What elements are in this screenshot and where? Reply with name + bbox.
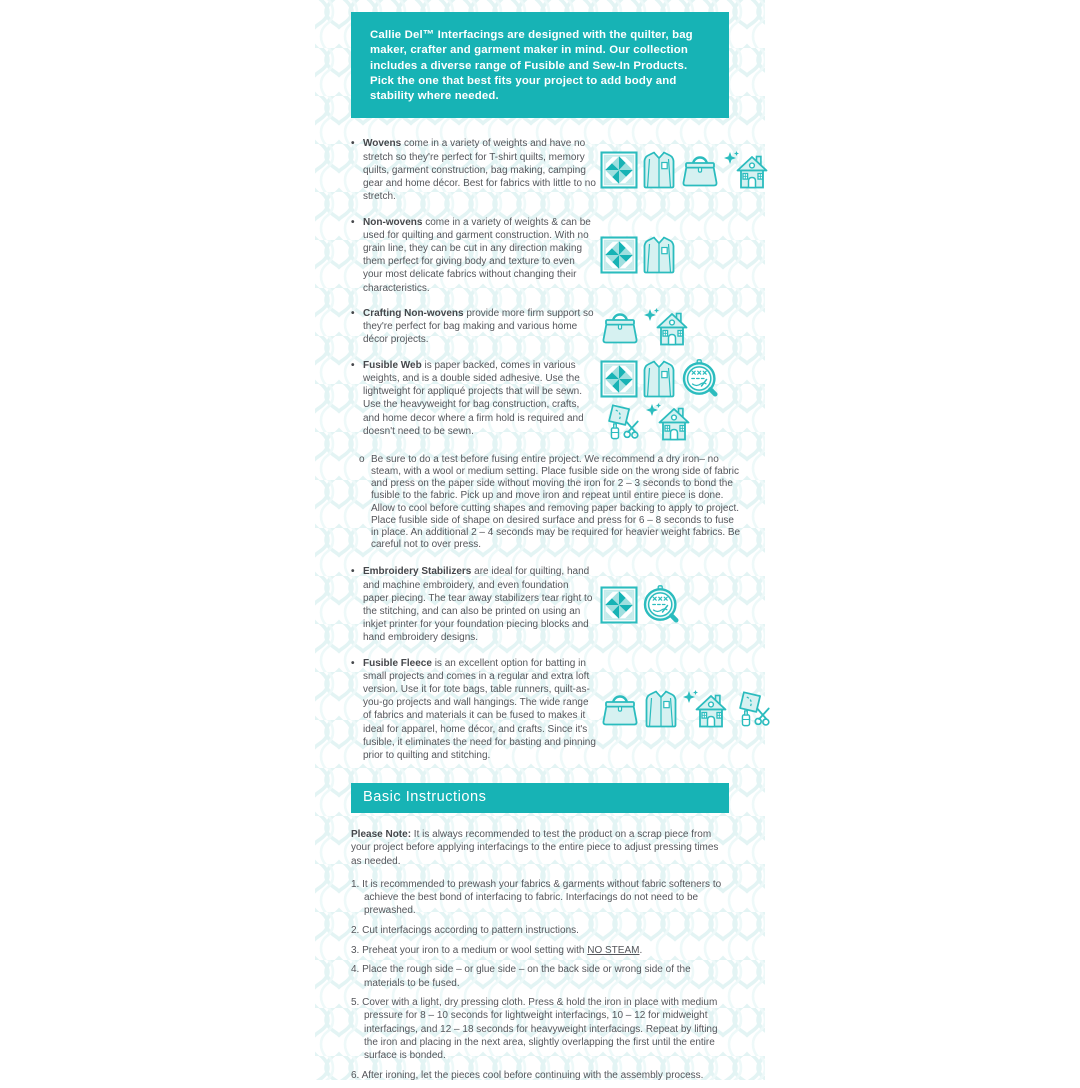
step-number: 4. <box>351 964 363 976</box>
section-description: come in a variety of weights & can be used for quilting and garment construction. With no grain line, they can be cut in any direction making them perfect for giving body and texture to even your most delicate fabrics without changing their characteristics. <box>363 216 591 294</box>
section-fusible-fleece <box>351 657 729 763</box>
house-icon <box>645 402 691 442</box>
section-description: is paper backed, comes in various weights, and is a double sided adhesive. Use the lightweight for appliqué projects that will be sewn. Use the heavyweight for bag construction, crafts, and home decor where a firm hold is required and doesn't need to be sewn. <box>363 359 584 437</box>
please-note-label: Please Note: <box>351 829 412 841</box>
step-text: After ironing, let the pieces cool before continuing with the assembly process. <box>361 1069 704 1081</box>
bullet-marker: • <box>351 359 355 371</box>
instruction-step <box>351 944 729 957</box>
instruction-step <box>351 963 729 989</box>
shirt-icon <box>643 689 679 729</box>
craft-icon <box>600 402 642 442</box>
basic-instructions-banner <box>351 783 729 813</box>
section-title: Crafting Non-wovens <box>363 307 464 319</box>
instruction-step <box>351 996 729 1062</box>
section-title: Fusible Web <box>363 359 422 371</box>
instruction-step <box>351 924 729 937</box>
bullet-marker: • <box>351 566 355 578</box>
section-description: is an excellent option for batting in small projects and comes in a regular and extra loft version. Use it for tote bags, table runners, quilt-as-you-go projects and wall hangings. The wide range of fabrics and materials it can be fused to makes it ideal for apparel, home décor, and crafts. Since it's fusible, it eliminates the need for basting and pinning prior to quilting and stitching. <box>363 657 596 761</box>
section-title: Fusible Fleece <box>363 657 432 669</box>
icon-row <box>600 307 729 347</box>
step-number: 3. <box>351 944 363 956</box>
section-description: are ideal for quilting, hand and machine embroidery, and even foundation paper piecing. The tear away stabilizers tear right to the stitching, and can also be printed on using an inkjet printer for your foundation piecing blocks and hand embroidery designs. <box>363 566 593 644</box>
section-fusible-web <box>351 359 729 442</box>
house-icon <box>723 150 769 190</box>
section-title: Wovens <box>363 138 402 150</box>
icon-row <box>600 235 729 275</box>
section-text <box>351 216 596 295</box>
quilt-icon <box>600 151 638 189</box>
intro-banner <box>351 12 729 118</box>
step-number: 2. <box>351 924 363 936</box>
quilt-icon <box>600 360 638 398</box>
section-embroidery-stabilizers <box>351 565 729 644</box>
section-crafting-non-wovens <box>351 307 729 347</box>
bullet-marker: • <box>351 138 355 150</box>
flyer-content <box>351 0 741 1088</box>
fusible-fleece-icons <box>596 657 773 763</box>
step-text-underlined: NO STEAM <box>587 944 640 956</box>
hoop-icon <box>680 359 720 399</box>
step-text: Place the rough side – or glue side – on the back side or wrong side of the materials to be fused. <box>362 964 691 989</box>
section-text <box>351 307 596 347</box>
step-text: It is recommended to prewash your fabrics & garments without fabric softeners to achieve the best bond of interfacing to fabric. Interfacings do not need to be prewashed. <box>362 878 722 917</box>
shirt-icon <box>641 235 677 275</box>
bullet-marker: • <box>351 216 355 228</box>
house-icon <box>643 307 689 347</box>
step-text: Cut interfacings according to pattern instructions. <box>362 924 579 936</box>
house-icon <box>682 689 728 729</box>
bullet-marker: • <box>351 307 355 319</box>
section-text <box>351 657 596 763</box>
section-non-wovens <box>351 216 729 295</box>
icon-row <box>600 150 769 190</box>
crafting-non-wovens-icons <box>596 307 729 347</box>
please-note-paragraph <box>351 828 729 868</box>
please-note-text: It is always recommended to test the product on a scrap piece from your project before applying interfacings to the entire piece to adjust pressing times as needed. <box>351 829 719 867</box>
craft-icon <box>731 689 773 729</box>
non-wovens-icons <box>596 216 729 295</box>
instruction-steps <box>351 878 729 1082</box>
icon-row <box>600 689 773 729</box>
bag-icon <box>600 309 640 345</box>
section-title: Embroidery Stabilizers <box>363 566 472 578</box>
basic-instructions-title: Basic Instructions <box>363 789 487 806</box>
section-wovens <box>351 137 729 203</box>
quilt-icon <box>600 236 638 274</box>
intro-text: Callie Del™ Interfacings are designed with the quilter, bag maker, crafter and garment maker in mind. Our collection includes a diverse range of Fusible and Sew-In Products. Pick the one that best fits your project to add body and stability where needed. <box>370 29 693 103</box>
note-marker: o <box>359 453 365 465</box>
section-text <box>351 137 596 203</box>
shirt-icon <box>641 359 677 399</box>
section-title: Non-wovens <box>363 216 423 228</box>
step-text: Preheat your iron to a medium or wool setting with <box>362 944 588 956</box>
product-sections <box>351 137 741 762</box>
note-text: Be sure to do a test before fusing entire project. We recommend a dry iron– no steam, with a wool or medium setting. Place fusible side on the wrong side of fabric and press on the paper side without moving the iron for 2 – 3 seconds to bond the fusible to the fabric. Pick up and move iron and repeat until entire piece is done. Allow to cool before cutting shapes and removing paper backing to apply to project. Place fusible side of shape on desired surface and press for 6 – 8 seconds to fuse in place. An additional 2 – 4 seconds may be required for heavier weight fabrics. Be careful not to over press. <box>371 453 741 551</box>
quilt-icon <box>600 586 638 624</box>
bag-icon <box>680 152 720 188</box>
shirt-icon <box>641 150 677 190</box>
section-text <box>351 565 596 644</box>
embroidery-stabilizers-icons <box>596 565 729 644</box>
step-number: 1. <box>351 878 363 890</box>
icon-row <box>600 402 729 442</box>
step-number: 6. <box>351 1069 362 1081</box>
step-number: 5. <box>351 997 363 1009</box>
section-description: come in a variety of weights and have no stretch so they're perfect for T-shirt quilts, memory quilts, garment construction, bag making, camping gear and home décor. Best for fabrics with little to no stretch. <box>363 138 596 203</box>
step-text: . <box>639 944 643 956</box>
hoop-icon <box>641 585 681 625</box>
bag-icon <box>600 691 640 727</box>
icon-row <box>600 359 729 399</box>
instruction-step <box>351 878 729 918</box>
fusible-web-icons <box>596 359 729 442</box>
wovens-icons <box>596 137 769 203</box>
step-text: Cover with a light, dry pressing cloth. Press & hold the iron in place with medium pressure for 8 – 10 seconds for lightweight interfacings, 10 – 12 for midweight interfacings, and 12 – 18 seconds for heavyweight interfacings. Repeat by lifting the iron and placing in the next area, slightly overlapping the first until the entire surface is bonded. <box>362 997 718 1062</box>
section-description: provide more firm support so they're perfect for bag making and various home décor projects. <box>363 307 594 346</box>
section-text <box>351 359 596 442</box>
fusing-test-note <box>359 454 743 552</box>
bullet-marker: • <box>351 657 355 669</box>
icon-row <box>600 585 729 625</box>
